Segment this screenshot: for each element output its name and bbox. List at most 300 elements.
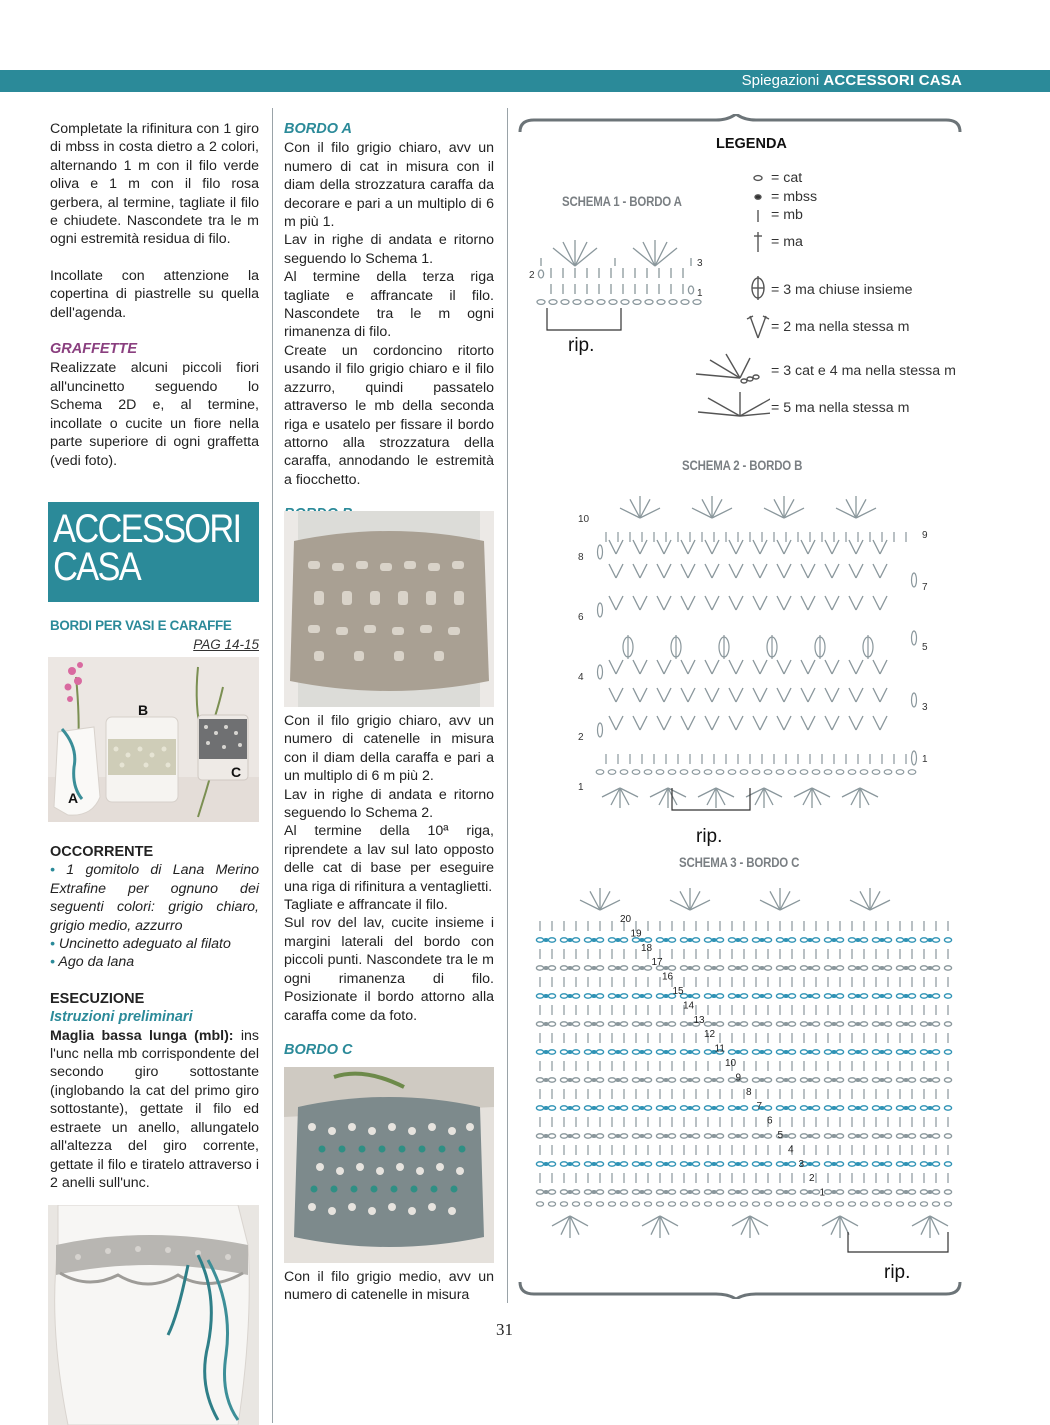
occorrente-item-3-text: Ago da lana [58,954,135,971]
s3-cat [644,1134,651,1138]
s3-cat [728,1134,735,1138]
s3-cat [668,1078,675,1082]
s3-cat [656,1162,663,1166]
s3-cat [632,1190,639,1194]
s3-cat [692,1106,699,1110]
s3-chain [716,1202,723,1206]
s2-chain [656,770,664,775]
s2-row-right: 3 [922,702,928,713]
s3-dot [567,1190,573,1194]
s3-cat [872,1078,879,1082]
s3-cat [536,1134,543,1138]
s3-dot [855,1134,861,1138]
s3-cat [632,966,639,970]
s3-cat [920,1190,927,1194]
banner-line-2: CASA [53,545,140,589]
s3-cat [680,966,687,970]
s3-cat [860,1106,867,1110]
s3-dot [591,1190,597,1194]
s3-cat [836,1134,843,1138]
s2-row-left: 1 [578,782,584,793]
s3-cat [668,938,675,942]
s3-cat [608,1078,615,1082]
bordo-b-para-1: Con il filo grigio chiaro, avv un numero di catenelle in misura con il diam della caraffa e pari a un multiplo di 6 m più 2. [284,713,494,785]
s2-top-fan [620,496,660,518]
schema-1-fan-1 [553,240,597,266]
s3-cat [548,1162,555,1166]
s3-cat [692,1078,699,1082]
s3-dot [639,1134,645,1138]
s3-dot [687,1190,693,1194]
s2-vee [849,540,863,554]
s3-cat [764,966,771,970]
s2-vee [633,540,647,554]
page-reference-text: PAG 14-15 [193,637,259,652]
s2-vee [633,660,647,674]
s3-dot [831,1022,837,1026]
s3-cat [800,1050,807,1054]
s2-vee [753,540,767,554]
s3-cat [560,1078,567,1082]
s3-cat [824,1162,831,1166]
s3-dot [543,1050,549,1054]
s3-cat [608,966,615,970]
s3-dot [759,938,765,942]
s3-cat [548,1050,555,1054]
s3-cat [776,966,783,970]
s3-cat [560,1190,567,1194]
s2-vee-b [609,564,623,578]
s3-cat [608,1050,615,1054]
s3-cat [824,994,831,998]
s2-side-right [912,573,917,587]
s3-dot [831,938,837,942]
three-cat-four-ma-icon [696,354,759,383]
s3-cat [536,1022,543,1026]
s3-cat [860,1050,867,1054]
s3-cat [572,1134,579,1138]
s3-top-fan [580,888,620,910]
s3-dot [615,1190,621,1194]
s3-cat [536,1162,543,1166]
col1-para-2: Incollate con attenzione la copertina di piastrelle su quella dell'agenda. [50,267,259,321]
s2-row-left: 10 [578,514,590,525]
occorrente-section [50,843,259,1192]
s3-cat [680,1078,687,1082]
s3-cat [728,1162,735,1166]
s3-dot [855,1050,861,1054]
s3-chain [680,1202,687,1206]
s3-dot [831,1078,837,1082]
s3-cat [716,1022,723,1026]
s3-dot [903,1162,909,1166]
s3-dot [831,1190,837,1194]
s3-cat [740,1022,747,1026]
s3-dot [927,1078,933,1082]
s3-cat [884,938,891,942]
s3-dot [759,994,765,998]
s3-cat [812,1022,819,1026]
s3-cat [740,994,747,998]
s3-cat [716,1134,723,1138]
s3-cat [932,1134,939,1138]
s3-row-number: 18 [641,942,653,954]
s3-dot [735,994,741,998]
s2-vee [849,716,863,730]
s2-vee [609,596,623,610]
s3-dot [615,1134,621,1138]
s3-cat [812,1134,819,1138]
s3-dot [639,994,645,998]
s3-cat [728,1106,735,1110]
s3-dot [831,1050,837,1054]
s3-dot [855,938,861,942]
photo-bordo-c [284,1067,494,1263]
s3-cat [608,1190,615,1194]
s3-cat [752,1162,759,1166]
s3-cat [824,1190,831,1194]
s2-vee [705,660,719,674]
s3-dot [663,966,669,970]
s3-cat [536,1106,543,1110]
s3-cat [716,1190,723,1194]
occorrente-item-2-text: Uncinetto adeguato al filato [58,936,231,953]
s3-dot [543,1022,549,1026]
s3-cat [740,966,747,970]
s3-dot [543,994,549,998]
s3-cat [776,994,783,998]
mbl-text: ins l'unc nella mb corrispondente del secondo giro sottostante (inglobando la cat del primo giro sottostante), gettate il filo ed estraete un anello, allungatelo all'altezza del giro corrente, gettate il filo e tiratelo attraverso i 2 anelli sull'unc. [50,1027,259,1191]
s2-vee [825,596,839,610]
s3-dot [663,1162,669,1166]
s3-bottom-fan [912,1216,948,1238]
s3-dot [927,1022,933,1026]
s3-cat [584,1162,591,1166]
s3-row-number: 2 [809,1173,815,1185]
s3-dot [639,1190,645,1194]
s3-cat [872,994,879,998]
s3-cat [716,1162,723,1166]
s3-row-number: 10 [725,1058,737,1069]
s3-dot [807,994,813,998]
esecuzione-heading: ESECUZIONE [50,990,145,1007]
s3-cat [800,966,807,970]
s3-cat [884,994,891,998]
s2-chain [824,770,832,775]
s3-chain [920,1202,927,1206]
s3-cat [920,1050,927,1054]
s3-cat [572,994,579,998]
s3-cat [824,938,831,942]
s3-cat [560,966,567,970]
s2-vee-b [633,688,647,702]
s3-dot [783,1134,789,1138]
s3-cat [572,1190,579,1194]
s3-chain [776,1202,783,1206]
s3-cat [920,1134,927,1138]
s3-cat [836,938,843,942]
s3-cat [596,1022,603,1026]
s2-chain [776,770,784,775]
s2-chain [884,770,892,775]
s2-row-left: 2 [578,732,584,743]
s3-chain [800,1202,807,1206]
s3-dot [711,1106,717,1110]
s3-cat [632,1134,639,1138]
s3-dot [783,994,789,998]
s3-cat [620,1022,627,1026]
s3-cat [932,1078,939,1082]
s3-cat [788,994,795,998]
s3-cat [584,1050,591,1054]
s3-cat [764,1050,771,1054]
s3-dot [831,1106,837,1110]
column-divider-1 [272,108,273,1423]
s2-chain [620,770,628,775]
s3-cat [896,994,903,998]
s3-cat [848,994,855,998]
s3-dot [735,966,741,970]
s3-cat [584,1190,591,1194]
s3-dot [879,1050,885,1054]
s3-cat [860,938,867,942]
s3-cat [632,1022,639,1026]
s2-bottom-fan [698,788,734,808]
s3-cat [788,1190,795,1194]
s3-cat [716,966,723,970]
s2-chain [632,770,640,775]
jars-illustration [48,657,259,822]
s3-cat [680,1022,687,1026]
s3-chain [740,1202,747,1206]
s3-cat [920,1106,927,1110]
s3-cat [932,1050,939,1054]
s3-dot [639,1162,645,1166]
s3-chain [848,1202,855,1206]
s3-dot [735,1022,741,1026]
s3-dot [543,1190,549,1194]
s3-cat [716,1078,723,1082]
s3-dot [735,1106,741,1110]
s3-cat [608,1106,615,1110]
s3-dot [567,1050,573,1054]
s3-dot [639,966,645,970]
s3-cat [572,1078,579,1082]
bordo-b-illustration [284,511,494,707]
s3-dot [879,1190,885,1194]
s3-cat [584,994,591,998]
s3-cat [668,1050,675,1054]
s3-cat [644,1022,651,1026]
s3-dot [927,966,933,970]
s2-chain [812,770,820,775]
s3-top-fan [760,888,800,910]
s3-cat [908,1190,915,1194]
s3-cat [908,1134,915,1138]
s3-cat [752,994,759,998]
s3-cat [788,1106,795,1110]
s2-vee [729,596,743,610]
istruzioni-heading: Istruzioni preliminari [50,1009,193,1026]
s3-dot [759,1050,765,1054]
column-2-bottom [284,1268,494,1305]
s3-cat [572,938,579,942]
s3-dot [567,938,573,942]
s3-dot [807,1190,813,1194]
s3-cat [764,994,771,998]
s3-cat [716,1106,723,1110]
legend-cat: = cat [771,170,803,186]
s3-dot [807,1106,813,1110]
s3-cat [860,1190,867,1194]
schema-3-rip: rip. [884,1262,911,1283]
s2-chain [692,770,700,775]
s3-cat [620,1134,627,1138]
s3-cat [812,1050,819,1054]
s3-cat [608,1162,615,1166]
s3-bottom-fan [642,1216,678,1238]
s3-cat [728,966,735,970]
s3-dot [855,1162,861,1166]
s3-cat [776,1022,783,1026]
s3-cat [776,1162,783,1166]
occorrente-item-2: • Uncinetto adeguato al filato [50,936,231,953]
s3-dot [927,1106,933,1110]
s3-cat [764,1134,771,1138]
s3-cat [908,1106,915,1110]
s2-vee-b [705,564,719,578]
s3-dot [567,994,573,998]
s3-cat [584,1106,591,1110]
legend-mb: = mb [771,207,803,223]
s3-cat [692,1134,699,1138]
col1-para-1: Completate la rifinitura con 1 giro di mbss in costa dietro a 2 colori, alternando 1 m con il filo verde oliva e 1 m con il filo rosa gerbera, al termine, tagliate il filo e chiudete. Nascondete tra le m ogni estremità residua di filo. [50,121,259,248]
column-1 [50,120,259,470]
s3-cat [800,1134,807,1138]
bordo-a-para-3: Al termine della terza riga tagliate e affrancate il filo. Nascondete tra le m ogni rimanenza di filo. [284,269,494,341]
s3-dot [903,1050,909,1054]
s2-vee [681,716,695,730]
schema-2-chart [570,492,942,822]
s3-cat [908,966,915,970]
s2-top-fan [692,496,732,518]
s3-cat [596,1134,603,1138]
bordo-a-para-2: Lav in righe di andata e ritorno seguendo lo Schema 1. [284,232,494,267]
s3-cat [536,966,543,970]
s3-dot [807,966,813,970]
s3-dot [687,1134,693,1138]
s3-cat [704,1022,711,1026]
s3-cat [608,994,615,998]
s3-cat [608,938,615,942]
s3-cat [728,994,735,998]
s3-chain [584,1202,591,1206]
s2-vee [825,660,839,674]
s3-cat [800,1022,807,1026]
s3-dot [807,1022,813,1026]
s3-cat [596,938,603,942]
s3-dot [591,1050,597,1054]
s3-dot [687,1162,693,1166]
s3-dot [711,1078,717,1082]
s3-dot [639,1106,645,1110]
s2-vee [873,540,887,554]
s2-top-fan [836,496,876,518]
s2-vee-b [753,688,767,702]
s2-vee-b [657,688,671,702]
s3-cat [632,1106,639,1110]
s3-cat [836,1106,843,1110]
s3-cat [944,1190,951,1194]
section-header-bar [0,70,1050,92]
s2-vee [801,716,815,730]
s2-chain [788,770,796,775]
s2-side-left [598,665,603,679]
s2-vee [777,716,791,730]
s3-chain [704,1202,711,1206]
s3-dot [903,1134,909,1138]
s3-cat [596,1050,603,1054]
s3-cat [776,1050,783,1054]
s3-dot [711,966,717,970]
s2-vee [753,660,767,674]
s3-cat [584,938,591,942]
s3-cat [740,1078,747,1082]
s3-cat [764,938,771,942]
photo-label-c: C [231,764,242,780]
s3-cat [764,1078,771,1082]
s3-cat [560,994,567,998]
legend-5ma: = 5 ma nella stessa m [771,400,910,416]
s3-cat [632,994,639,998]
s2-vee [801,596,815,610]
s3-cat [824,1134,831,1138]
s3-dot [663,1078,669,1082]
s3-cat [548,938,555,942]
s3-cat [884,1078,891,1082]
s3-dot [759,1162,765,1166]
s3-dot [783,966,789,970]
s3-cat [692,1162,699,1166]
s3-row-number: 4 [788,1144,794,1156]
s3-chain [632,1202,639,1206]
s3-cat [668,1162,675,1166]
s3-bottom-fan [732,1216,768,1238]
s3-row-number: 9 [735,1072,742,1084]
s2-vee [777,660,791,674]
bordo-c-para-1: Con il filo grigio medio, avv un numero di catenelle in misura [284,1269,494,1304]
s3-cat [740,1162,747,1166]
s2-vee-b [825,688,839,702]
s3-chain [872,1202,879,1206]
s3-dot [735,1050,741,1054]
s2-vee [753,716,767,730]
s2-vee-b [873,688,887,702]
s3-cat [668,1190,675,1194]
s3-cat [752,1050,759,1054]
s3-cat [788,1162,795,1166]
s2-chain [896,770,904,775]
s3-chain [860,1202,867,1206]
s3-dot [615,1050,621,1054]
s3-cat [908,1050,915,1054]
s3-chain [944,1202,951,1206]
s3-cat [536,1078,543,1082]
s3-dot [927,994,933,998]
bordo-a-para-1: Con il filo grigio chiaro, avv un numero di cat in misura con il diam della strozzatura caraffa da decorare e pari a un multiplo di 6 m più 1. [284,140,494,231]
s3-cat [824,1050,831,1054]
legend-2ma-same: = 2 ma nella stessa m [771,319,910,335]
